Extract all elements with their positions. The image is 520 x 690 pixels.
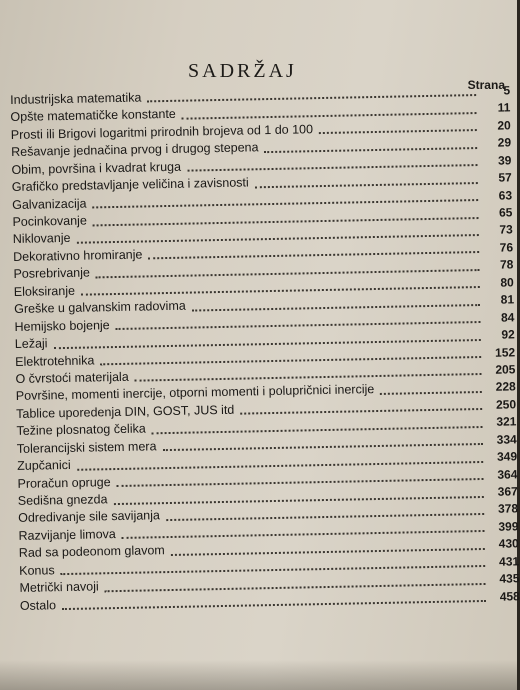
toc-entry-label: Galvanizacija — [12, 196, 87, 212]
leader-dots — [380, 391, 482, 395]
toc-entry-page: 367 — [497, 484, 518, 499]
toc-entry-page: 92 — [501, 327, 515, 342]
toc-entry-page: 76 — [499, 240, 514, 255]
toc-entry-page: 250 — [495, 397, 517, 412]
toc-entry-page: 152 — [494, 344, 516, 360]
toc-entry-label: Elektrotehnika — [15, 352, 95, 369]
toc-entry-label: Tolerancijski sistem mera — [16, 438, 157, 456]
toc-entry-label: Ostalo — [19, 597, 57, 613]
toc-entry-label: Metrički navoji — [19, 579, 99, 596]
toc-entry-page: 458 — [499, 588, 520, 604]
leader-dots — [264, 147, 477, 153]
toc-entry-label: Opšte matematičke konstante — [10, 107, 176, 125]
toc-entry-label: Konus — [19, 563, 55, 578]
toc-entry-page: 349 — [496, 449, 518, 464]
toc-entry-page: 81 — [500, 292, 515, 307]
page-title: SADRŽAJ — [188, 60, 297, 82]
toc-entry-label: Grafičko predstavljanje veličina i zavisnosti — [11, 175, 249, 195]
table-of-contents — [10, 82, 520, 615]
toc-entry-label: Sedišna gnezda — [17, 492, 108, 508]
toc-entry-label: Prosti ili Brigovi logaritmi prirodnih brojeva od 1 do 100 — [10, 122, 314, 142]
toc-entry-label: Proračun opruge — [17, 474, 111, 491]
toc-entry-page: 378 — [497, 501, 519, 517]
leader-dots — [319, 129, 477, 134]
toc-entry-page: 39 — [497, 153, 512, 168]
toc-entry-label: Razvijanje limova — [18, 526, 116, 543]
toc-entry-page: 399 — [498, 519, 519, 534]
toc-entry-label: Dekorativno hromiranje — [13, 247, 143, 264]
toc-entry-page: 205 — [495, 362, 516, 377]
toc-entry-label: Pocinkovanje — [12, 213, 87, 230]
toc-entry-page: 5 — [503, 83, 511, 98]
toc-entry-label: Posrebrivanje — [13, 265, 91, 282]
toc-entry-label: Eloksiranje — [13, 283, 76, 299]
toc-entry-page: 73 — [499, 222, 513, 238]
toc-entry-page: 431 — [498, 554, 520, 569]
toc-entry-label: Niklovanje — [12, 231, 71, 247]
leader-dots — [255, 182, 478, 188]
toc-entry-label: Ležaji — [14, 336, 48, 352]
leader-dots — [62, 600, 486, 610]
toc-entry-page: 78 — [499, 257, 514, 272]
page-column-header: Strana — [467, 78, 505, 92]
toc-entry-label: Rad sa podeonom glavom — [18, 543, 165, 561]
toc-entry-label: Industrijska matematika — [10, 90, 142, 107]
toc-entry-page: 364 — [497, 466, 518, 482]
toc-entry-label: Tablice uporedenja DIN, GOST, JUS itd — [16, 402, 235, 421]
toc-entry-label: Zupčanici — [17, 458, 71, 474]
leader-dots — [240, 408, 482, 415]
toc-entry-page: 321 — [496, 414, 517, 430]
toc-entry-page: 435 — [499, 571, 520, 586]
toc-entry-page: 430 — [498, 536, 519, 552]
toc-entry-label: Greške u galvanskim radovima — [14, 298, 186, 317]
toc-entry-page: 334 — [496, 432, 517, 447]
toc-entry-page: 57 — [498, 170, 512, 185]
toc-entry-page: 84 — [500, 310, 515, 325]
toc-entry-label: Odredivanje sile savijanja — [18, 508, 161, 526]
toc-entry-page: 20 — [497, 118, 511, 133]
toc-entry-page: 63 — [498, 187, 513, 203]
toc-entry-page: 228 — [495, 379, 516, 395]
toc-entry-page: 11 — [497, 100, 511, 116]
toc-entry-page: 65 — [498, 205, 513, 220]
toc-entry-label: Površine, momenti inercije, otporni momenti i polupričnici inercije — [15, 382, 375, 404]
toc-entry-page: 29 — [497, 135, 512, 150]
toc-entry-label: Težine plosnatog čelika — [16, 421, 146, 439]
toc-entry-label: Hemijsko bojenje — [14, 317, 110, 334]
page-bottom-shadow — [0, 660, 517, 690]
toc-entry-label: O čvrstoći materijala — [15, 369, 129, 386]
toc-entry-label: Obim, površina i kvadrat kruga — [11, 159, 182, 177]
toc-entry-label: Rešavanje jednačina prvog i drugog stepena — [11, 140, 259, 160]
toc-entry-page: 80 — [500, 275, 514, 290]
